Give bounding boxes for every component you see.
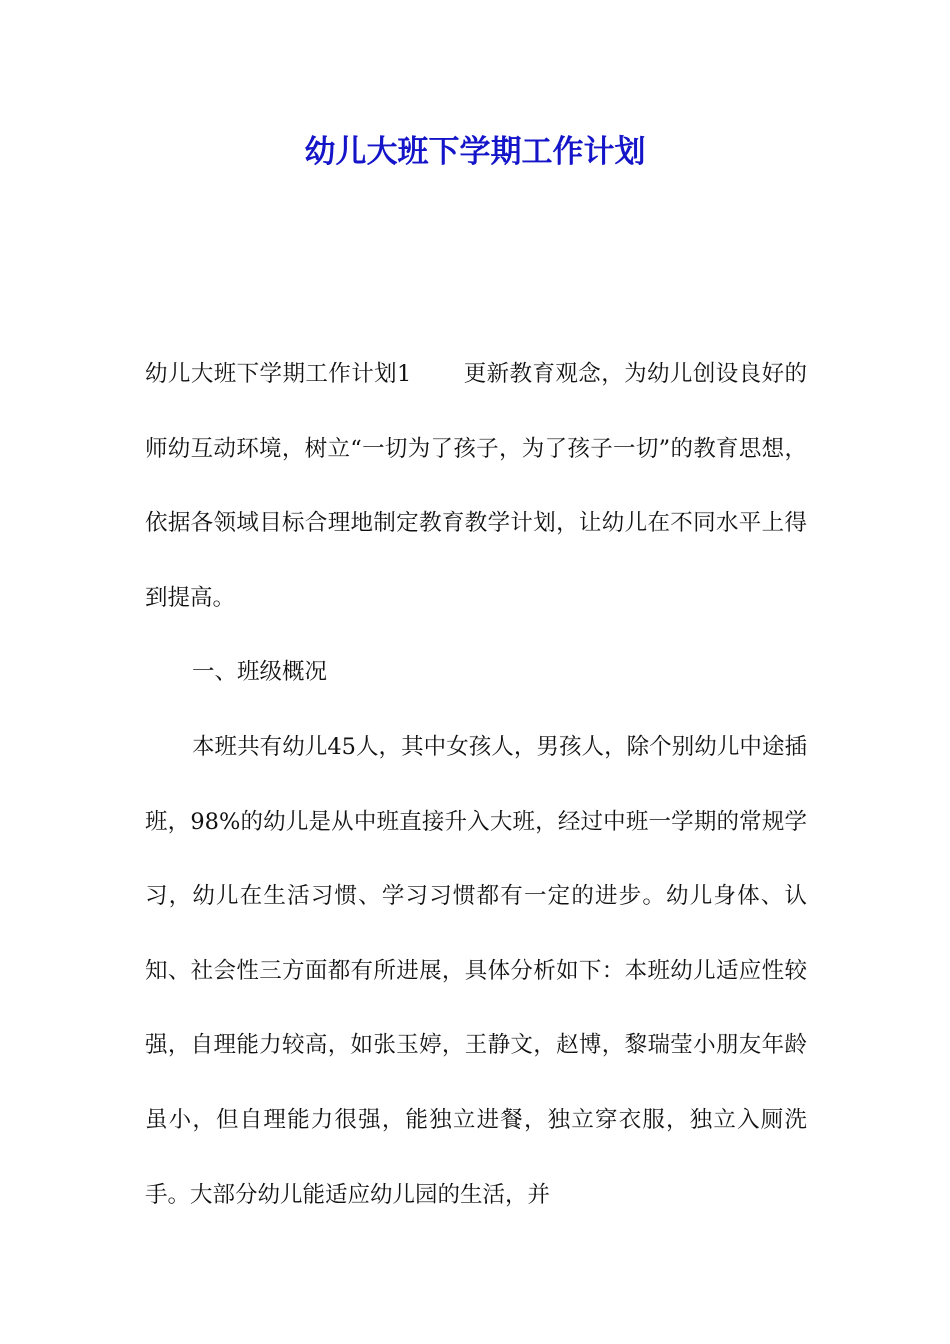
paragraph-intro-text: 更新教育观念，为幼儿创设良好的师幼互动环境，树立“一切为了孩子，为了孩子一切”的教育思想，依据各领域目标合理地制定教育教学计划，让幼儿在不同水平上得到提高。 [145,361,807,611]
paragraph-intro [145,337,807,635]
paragraph-class-overview: 本班共有幼儿45人，其中女孩人，男孩人，除个别幼儿中途插班，98%的幼儿是从中班直接升入大班，经过中班一学期的常规学习，幼儿在生活习惯、学习习惯都有一定的进步。幼儿身体、认知、社会性三方面都有所进展，具体分析如下：本班幼儿适应性较强，自理能力较高，如张玉婷，王静文，赵博，黎瑞莹小朋友年龄虽小，但自理能力很强，能独立进餐，独立穿衣服，独立入厕洗手。大部分幼儿能适应幼儿园的生活，并 [145,733,807,1208]
document-body [145,337,807,1232]
section-heading-class-overview: 一、班级概况 [192,659,328,686]
paragraph-intro-lead: 幼儿大班下学期工作计划1 [145,361,412,387]
document-title: 幼儿大班下学期工作计划 [304,134,646,170]
